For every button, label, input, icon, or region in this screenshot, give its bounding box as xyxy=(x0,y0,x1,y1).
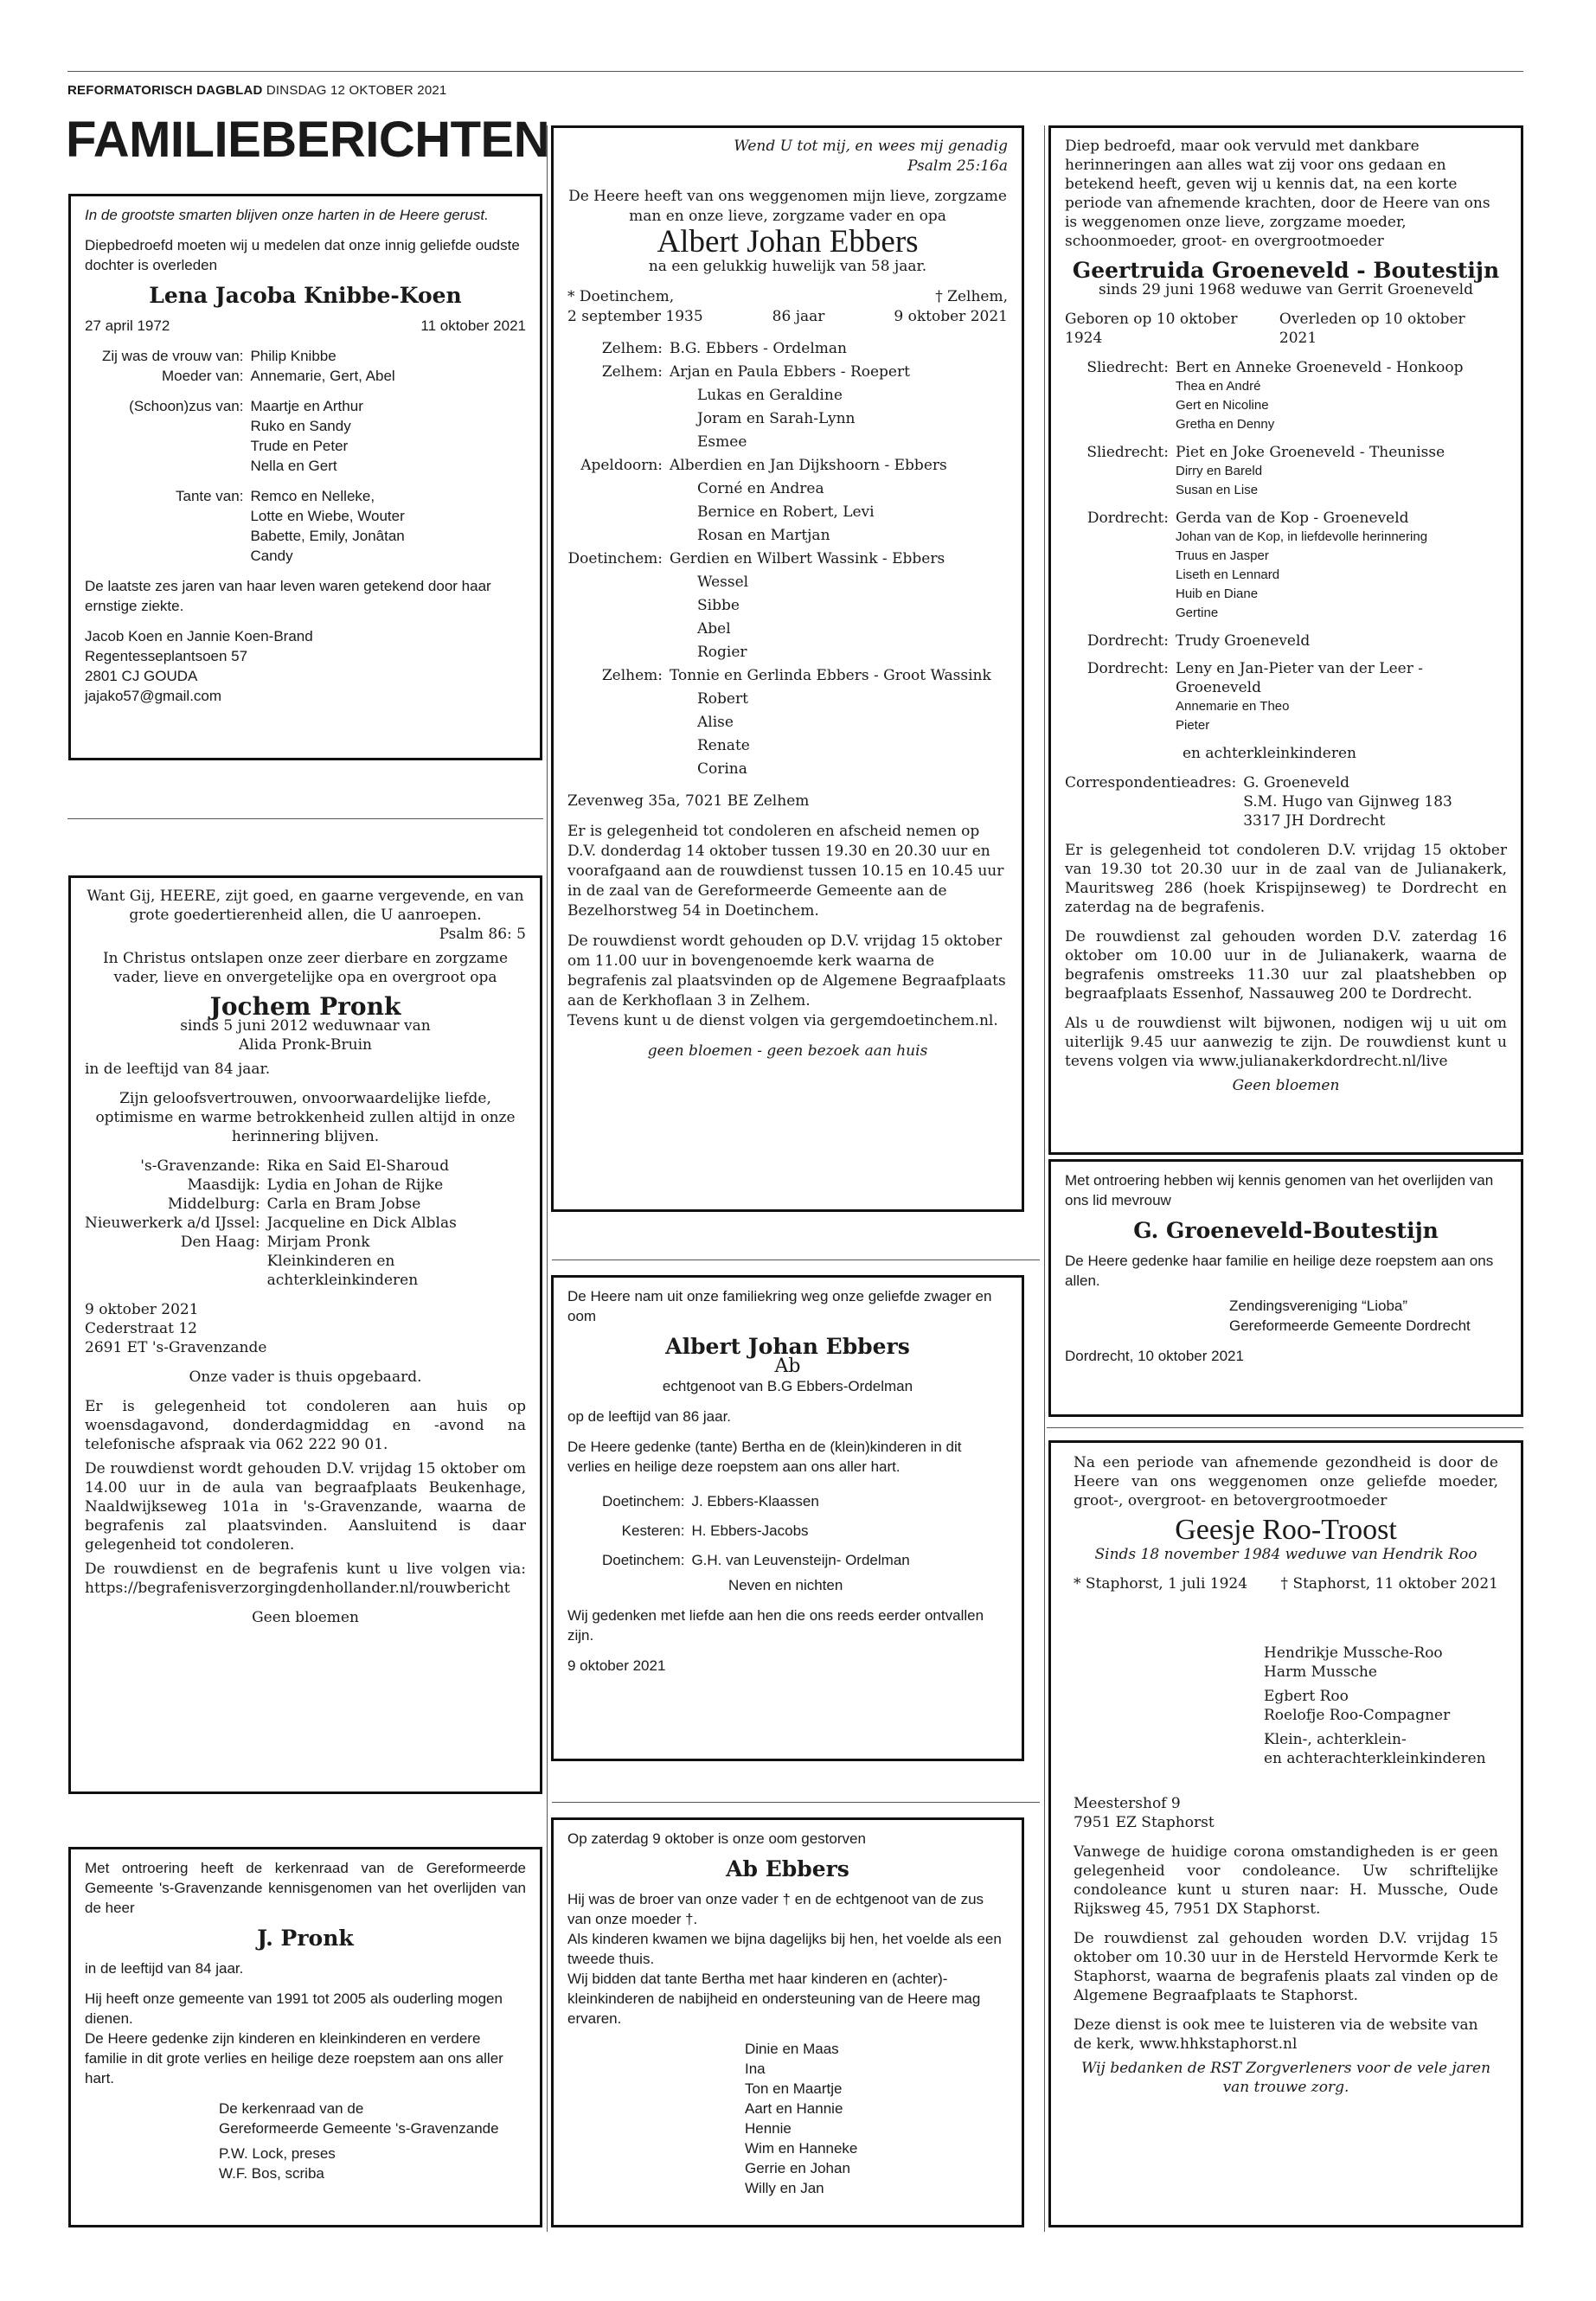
memorial-text: Wij gedenken met liefde aan hen die ons reeds eerder ontvallen zijn. xyxy=(567,1607,984,1644)
life-dates xyxy=(567,287,1008,327)
widow-line: Sinds 18 november 1984 weduwe van Hendrik Roo xyxy=(1094,1546,1477,1563)
names: Jacqueline en Dick Alblas xyxy=(266,1215,457,1232)
relation-label xyxy=(102,416,243,436)
names: Wessel xyxy=(697,574,749,591)
birth-date: Geboren op 10 oktober 1924 xyxy=(1065,311,1238,347)
signatory: Willy en Jan xyxy=(745,2180,824,2196)
intro: Diep bedroefd, maar ook vervuld met dankbare herinneringen aan alles wat zij voor ons gedaan en betekend heeft, geven wij u kennis dat, na een korte periode van afnemende krachten, door de Heere van ons is weggenomen onze lieve, zorgzame moeder, schoonmoeder, groot- en overgrootmoeder xyxy=(1065,138,1490,250)
deceased-name: Geertruida Groeneveld - Boutestijn xyxy=(1072,258,1500,283)
issue-date: DINSDAG 12 OKTOBER 2021 xyxy=(266,83,447,98)
family-row xyxy=(567,688,1008,711)
closing-text: Geen bloemen xyxy=(252,1609,359,1626)
address-line: 9 oktober 2021 xyxy=(85,1301,199,1318)
text: Hij was de broer van onze vader † en de echtgenoot van de zus van onze moeder †. xyxy=(567,1891,984,1927)
service-text: De rouwdienst zal gehouden worden D.V. vrijdag 15 oktober om 10.30 uur in de Hersteld Hervormde Kerk te Staphorst, waarna de begrafenis plaats zal vinden op de Algemene Begraafplaats te Staphorst. xyxy=(1074,1930,1498,2004)
notice-j-pronk-church xyxy=(68,1847,542,2227)
intro: Met ontroering hebben wij kennis genomen van het overlijden van ons lid mevrouw xyxy=(1065,1172,1494,1208)
relation-label: Tante van: xyxy=(176,488,244,504)
family-name: Klein-, achterklein- xyxy=(1264,1731,1407,1748)
signature-line: De kerkenraad van de xyxy=(219,2100,364,2117)
names: Sibbe xyxy=(697,597,740,614)
place xyxy=(567,524,670,548)
names: Esmee xyxy=(697,433,747,451)
marriage-note: na een gelukkig huwelijk van 58 jaar. xyxy=(648,258,927,275)
text: Als kinderen kwamen we bijna dagelijks bij hen, het voelde als een tweede thuis. xyxy=(567,1931,1002,1967)
place xyxy=(567,758,670,781)
relation-label xyxy=(102,456,243,476)
place xyxy=(567,407,670,431)
family-name: Gertine xyxy=(1176,606,1219,620)
place xyxy=(567,734,670,758)
relation-value: Remco en Nelleke, xyxy=(250,488,375,504)
family-name: Roelofje Roo-Compagner xyxy=(1264,1707,1451,1724)
quote-ref: Psalm 25:16a xyxy=(907,157,1008,175)
place xyxy=(567,641,670,664)
deceased-name: Albert Johan Ebbers xyxy=(657,224,919,260)
intro: De Heere heeft van ons weggenomen mijn lieve, zorgzame man en onze lieve, zorgzame vader en opa xyxy=(568,188,1007,225)
relation-label xyxy=(102,526,243,546)
family-group xyxy=(1065,659,1507,735)
relation-value: Maartje en Arthur xyxy=(250,398,363,414)
family-row xyxy=(567,618,1008,641)
family-name: Bert en Anneke Groeneveld - Honkoop xyxy=(1176,359,1464,376)
names: Lukas en Geraldine xyxy=(697,387,843,404)
place: Zelhem: xyxy=(601,340,663,357)
deceased-name: Ab Ebbers xyxy=(726,1856,849,1881)
notice-geertruida-groeneveld xyxy=(1048,125,1523,1155)
death-place: † Zelhem, xyxy=(935,288,1008,305)
family-row xyxy=(567,548,1008,571)
place: Dordrecht: xyxy=(1086,632,1169,650)
intro: In Christus ontslapen onze zeer dierbare en zorgzame vader, lieve en onvergetelijke opa en overgroot opa xyxy=(102,950,509,986)
place: Middelburg: xyxy=(167,1195,260,1213)
place: Sliedrecht: xyxy=(1086,359,1169,376)
family-row xyxy=(567,361,1008,384)
place: Dordrecht: xyxy=(1086,510,1169,527)
family-row xyxy=(567,758,1008,781)
intro: Op zaterdag 9 oktober is onze oom gestorven xyxy=(567,1830,866,1847)
section-title: FAMILIEBERICHTEN xyxy=(66,112,550,168)
death: † Staphorst, 11 oktober 2021 xyxy=(1280,1575,1498,1593)
place xyxy=(567,618,670,641)
birth-date: 2 september 1935 xyxy=(567,308,703,325)
death-date: 9 oktober 2021 xyxy=(894,308,1008,325)
names: B.G. Ebbers - Ordelman xyxy=(670,340,847,357)
remembrance-text: De Heere gedenke haar familie en heilige deze roepstem aan ons allen. xyxy=(1065,1253,1494,1289)
email: jajako57@gmail.com xyxy=(85,688,222,704)
place xyxy=(567,478,670,501)
relation-value: Nella en Gert xyxy=(250,458,337,474)
notice-lioba xyxy=(1048,1159,1523,1417)
names: Rosan en Martjan xyxy=(697,527,830,544)
address-line: 2801 CJ GOUDA xyxy=(85,668,198,684)
names: Bernice en Robert, Levi xyxy=(697,503,875,521)
section-divider xyxy=(1047,1427,1523,1428)
place xyxy=(567,688,670,711)
tribute: Zijn geloofsvertrouwen, onvoorwaardelijke liefde, optimisme en warme betrokkenheid zullen altijd in onze herinnering blijven. xyxy=(95,1090,516,1145)
column-divider xyxy=(1044,125,1045,2232)
notice-albert-ebbers-family xyxy=(551,1275,1024,1761)
service-text: De rouwdienst wordt gehouden D.V. vrijdag 15 oktober om 14.00 uur in de aula van begraafplaats Beukenhage, Naaldwijkseweg 101a in 's-Gravenzande, waarna de begrafenis zal plaatsvinden. Aansluitend is daar gelegenheid tot condoleren. xyxy=(85,1460,526,1554)
closing-text: De laatste zes jaren van haar leven waren getekend door haar ernstige ziekte. xyxy=(85,578,491,614)
names: Rogier xyxy=(697,644,747,661)
condolence-text: Vanwege de huidige corona omstandigheden is er geen gelegenheid voor condoleance. Uw schriftelijke condoleance kunt u sturen naar: H. Mussche, Oude Rijksweg 45, 7951 DX Staphorst. xyxy=(1074,1843,1498,1918)
place: Doetinchem: xyxy=(602,1493,685,1509)
spouse-line: echtgenoot van B.G Ebbers-Ordelman xyxy=(662,1378,913,1394)
names: Arjan en Paula Ebbers - Roepert xyxy=(670,363,910,381)
corr-line: S.M. Hugo van Gijnweg 183 xyxy=(1243,793,1452,811)
family-row xyxy=(567,734,1008,758)
signatory: Ina xyxy=(745,2061,766,2077)
names: Corina xyxy=(697,760,747,778)
names: Lydia en Johan de Rijke xyxy=(266,1176,444,1194)
place xyxy=(85,1252,260,1271)
relation-value: Trude en Peter xyxy=(250,438,349,454)
names: Renate xyxy=(697,737,750,754)
family-row xyxy=(567,454,1008,478)
family-row xyxy=(567,384,1008,407)
family-group xyxy=(1065,509,1507,623)
dates xyxy=(85,316,526,336)
family-row xyxy=(567,337,1008,361)
place: Dordrecht: xyxy=(1086,660,1169,677)
family-name: Liseth en Lennard xyxy=(1176,567,1280,582)
family-row xyxy=(567,524,1008,548)
family-list xyxy=(602,1487,1008,1575)
livestream-text: Tevens kunt u de dienst volgen via gergemdoetinchem.nl. xyxy=(567,1012,998,1029)
service-text: De rouwdienst zal gehouden worden D.V. zaterdag 16 oktober om 10.00 uur in de Julianakerk, waarna de begrafenis omstreeks 11.30 uur zal plaatshebben op begraafplaats Essenhof, Nassauweg 200 te Dordrecht. xyxy=(1065,928,1507,1003)
family-name: Pieter xyxy=(1176,718,1210,733)
family-name: Piet en Joke Groeneveld - Theunisse xyxy=(1176,444,1445,461)
relation-value: Ruko en Sandy xyxy=(250,418,351,434)
address-line: 2691 ET 's-Gravenzande xyxy=(85,1339,267,1356)
family-name: Gert en Nicoline xyxy=(1176,398,1269,413)
address-line: 7951 EZ Staphorst xyxy=(1074,1814,1215,1831)
section-divider xyxy=(67,818,543,819)
names: J. Ebbers-Klaassen xyxy=(691,1493,819,1509)
paper-name: REFORMATORISCH DAGBLAD xyxy=(67,83,263,98)
place: Zelhem: xyxy=(601,363,663,381)
nickname: Ab xyxy=(774,1356,801,1377)
notice-lena-knibbe xyxy=(68,194,542,760)
place xyxy=(85,1271,260,1290)
family-group xyxy=(1065,358,1507,434)
relation-value: Philip Knibbe xyxy=(250,348,337,364)
birth: * Staphorst, 1 juli 1924 xyxy=(1074,1575,1248,1593)
family-name: Annemarie en Theo xyxy=(1176,699,1290,714)
family-name: Dirry en Bareld xyxy=(1176,464,1263,478)
date: Dordrecht, 10 oktober 2021 xyxy=(1065,1348,1244,1364)
notice-geesje-roo xyxy=(1048,1440,1523,2227)
death-date: 11 oktober 2021 xyxy=(420,317,526,334)
notice-jochem-pronk xyxy=(68,875,542,1794)
section-divider xyxy=(552,1802,1040,1803)
names: Mirjam Pronk xyxy=(266,1234,370,1251)
column-divider xyxy=(547,125,548,2232)
names: Joram en Sarah-Lynn xyxy=(697,410,856,427)
life-dates xyxy=(1074,1574,1498,1593)
place xyxy=(567,501,670,524)
age: 86 jaar xyxy=(772,308,825,325)
names: Kleinkinderen en xyxy=(266,1253,395,1270)
closing-text: Geen bloemen xyxy=(1232,1077,1340,1094)
relation-value: Annemarie, Gert, Abel xyxy=(250,368,395,384)
relation-label: (Schoon)zus van: xyxy=(129,398,244,414)
names: G.H. van Leuvensteijn- Ordelman xyxy=(691,1552,910,1568)
relation-label xyxy=(102,506,243,526)
lying-in-state: Onze vader is thuis opgebaard. xyxy=(189,1368,422,1386)
service-text: Hij heeft onze gemeente van 1991 tot 2005 als ouderling mogen dienen. xyxy=(85,1990,503,2027)
family-row xyxy=(567,431,1008,454)
widow-line: sinds 29 juni 1968 weduwe van Gerrit Groeneveld xyxy=(1099,281,1473,298)
closing-text: Wij bedanken de RST Zorgverleners voor de vele jaren van trouwe zorg. xyxy=(1080,2060,1491,2096)
signature xyxy=(219,2099,526,2183)
family-name: Truus en Jasper xyxy=(1176,548,1269,563)
family-row xyxy=(567,501,1008,524)
family-name: Gretha en Denny xyxy=(1176,417,1275,432)
signature-line: Gereformeerde Gemeente Dordrecht xyxy=(1229,1317,1471,1334)
address-line: Cederstraat 12 xyxy=(85,1320,197,1337)
place xyxy=(567,594,670,618)
place: Sliedrecht: xyxy=(1086,444,1169,461)
address-line: Regentesseplantsoen 57 xyxy=(85,648,248,664)
livestream-text: De rouwdienst en de begrafenis kunt u live volgen via: https://begrafenisverzorgingdenhollander.nl/rouwbericht xyxy=(85,1561,526,1597)
condolence-text: Er is gelegenheid tot condoleren en afscheid nemen op D.V. donderdag 14 oktober tussen 19.30 en 20.30 uur en voorafgaand aan de rouwdienst tussen 10.15 en 10.45 uur in de zaal van de Gereformeerde Gemeente aan de Bezelhorstweg 54 in Doetinchem. xyxy=(567,823,1004,920)
address: Zevenweg 35a, 7021 BE Zelhem xyxy=(567,792,810,810)
place: Doetinchem: xyxy=(602,1552,685,1568)
great-grandchildren: en achterkleinkinderen xyxy=(1183,745,1356,762)
age: op de leeftijd van 86 jaar. xyxy=(567,1408,732,1425)
family-name: Susan en Lise xyxy=(1176,483,1259,497)
family-row xyxy=(567,478,1008,501)
place: Kesteren: xyxy=(621,1522,685,1539)
names: Alise xyxy=(697,714,734,731)
place xyxy=(567,384,670,407)
masthead xyxy=(67,83,446,98)
family-list xyxy=(85,1157,526,1290)
notice-albert-ebbers xyxy=(551,125,1024,1212)
intro: De Heere nam uit onze familiekring weg onze geliefde zwager en oom xyxy=(567,1288,992,1324)
address-line: Meestershof 9 xyxy=(1074,1795,1181,1812)
family-name: Egbert Roo xyxy=(1264,1688,1349,1705)
signatory: Gerrie en Johan xyxy=(745,2160,850,2176)
signatory: Dinie en Maas xyxy=(745,2041,839,2057)
names: Alberdien en Jan Dijkshoorn - Ebbers xyxy=(670,457,947,474)
remembrance-text: De Heere gedenke zijn kinderen en kleinkinderen en verdere familie in dit grote verlies en heilige deze roepstem aan ons aller hart. xyxy=(85,2030,503,2086)
signatories xyxy=(745,2039,1008,2198)
family-name: Harm Mussche xyxy=(1264,1663,1377,1681)
relation-label: Moeder van: xyxy=(161,368,244,384)
place xyxy=(567,431,670,454)
nephews: Neven en nichten xyxy=(728,1577,843,1593)
relation-value: Candy xyxy=(250,548,293,564)
corr-line: G. Groeneveld xyxy=(1243,774,1350,792)
relation-label: Zij was de vrouw van: xyxy=(102,348,244,364)
age: in de leeftijd van 84 jaar. xyxy=(85,1960,244,1977)
place xyxy=(567,711,670,734)
family-name: Trudy Groeneveld xyxy=(1176,632,1311,650)
place xyxy=(567,571,670,594)
family-name: Huib en Diane xyxy=(1176,586,1259,601)
family-list xyxy=(1264,1644,1498,1768)
date: 9 oktober 2021 xyxy=(567,1657,666,1674)
place: Den Haag: xyxy=(180,1234,260,1251)
relation-label xyxy=(102,436,243,456)
family-name: Hendrikje Mussche-Roo xyxy=(1264,1644,1443,1662)
text: Wij bidden dat tante Bertha met haar kinderen en (achter)-kleinkinderen de nabijheid en ondersteuning van de Heere mag ervaren. xyxy=(567,1971,981,2027)
intro: Diepbedroefd moeten wij u medelen dat onze innig geliefde oudste dochter is overleden xyxy=(85,237,520,273)
condolence-text: Er is gelegenheid tot condoleren aan huis op woensdagavond, donderdagmiddag en -avond na telefonische afspraak via 062 222 90 01. xyxy=(85,1398,526,1453)
deceased-name: Jochem Pronk xyxy=(209,992,401,1021)
spouse-name: Alida Pronk-Bruin xyxy=(238,1036,373,1054)
names: Corné en Andrea xyxy=(697,480,824,497)
names: Rika en Said El-Sharoud xyxy=(266,1157,450,1175)
birth-place: * Doetinchem, xyxy=(567,288,675,305)
place: Zelhem: xyxy=(601,667,663,684)
family-group xyxy=(1065,631,1507,651)
place: Nieuwerkerk a/d IJssel: xyxy=(85,1215,260,1232)
psalm-ref: Psalm 86: 5 xyxy=(439,926,526,943)
age: in de leeftijd van 84 jaar. xyxy=(85,1061,271,1078)
address-line: Jacob Koen en Jannie Koen-Brand xyxy=(85,628,313,644)
section-divider xyxy=(552,1259,1040,1260)
deceased-name: Lena Jacoba Knibbe-Koen xyxy=(149,283,462,308)
correspondence xyxy=(1065,773,1507,830)
intro: Met ontroering heeft de kerkenraad van de Gereformeerde Gemeente 's-Gravenzande kennisgenomen van het overlijden van de heer xyxy=(85,1860,526,1916)
family-name: en achterachterkleinkinderen xyxy=(1264,1750,1486,1767)
closing-text: geen bloemen - geen bezoek aan huis xyxy=(647,1042,928,1060)
names: Robert xyxy=(697,690,748,708)
family-row xyxy=(567,594,1008,618)
family-name: Gerda van de Kop - Groeneveld xyxy=(1176,510,1409,527)
family-row xyxy=(567,407,1008,431)
corr-line: 3317 JH Dordrecht xyxy=(1243,812,1386,830)
psalm-quote: Want Gij, HEERE, zijt goed, en gaarne vergevende, en van grote goedertierenheid allen, die U aanroepen. xyxy=(87,888,524,924)
names: achterkleinkinderen xyxy=(266,1272,419,1289)
signatory: Wim en Hanneke xyxy=(745,2140,858,2157)
death-date: Overleden op 10 oktober 2021 xyxy=(1279,311,1465,347)
life-dates xyxy=(1065,310,1507,348)
place: Doetinchem: xyxy=(567,550,663,567)
signatory: Hennie xyxy=(745,2120,792,2137)
service-text: De rouwdienst wordt gehouden op D.V. vrijdag 15 oktober om 11.00 uur in bovengenoemde kerk waarna de begrafenis zal plaatsvinden op de Algemene Begraafplaats aan de Kerkhoflaan 3 in Zelhem. xyxy=(567,933,1006,1009)
deceased-name: J. Pronk xyxy=(257,1926,354,1951)
signature-line: Zendingsvereniging “Lioba” xyxy=(1229,1298,1408,1314)
names: Carla en Bram Jobse xyxy=(266,1195,421,1213)
names: Abel xyxy=(697,620,731,638)
signatory: Ton en Maartje xyxy=(745,2080,843,2097)
family-name: Leny en Jan-Pieter van der Leer - Groeneveld xyxy=(1176,660,1423,696)
condolence-text: Er is gelegenheid tot condoleren D.V. vrijdag 15 oktober van 19.30 tot 20.30 uur in de zaal van de Julianakerk, Mauritsweg 286 (hoek Krispijnseweg) te Dordrecht en zaterdag na de begrafenis. xyxy=(1065,842,1507,916)
family-row xyxy=(567,664,1008,688)
place: 's-Gravenzande: xyxy=(140,1157,260,1175)
notice-ab-ebbers xyxy=(551,1817,1024,2227)
names: Gerdien en Wilbert Wassink - Ebbers xyxy=(670,550,945,567)
header-rule xyxy=(67,71,1523,72)
signatory: Aart en Hannie xyxy=(745,2100,843,2117)
names: H. Ebbers-Jacobs xyxy=(691,1522,809,1539)
signatory: P.W. Lock, preses xyxy=(219,2145,336,2162)
correspondence-label: Correspondentieadres: xyxy=(1065,774,1237,792)
deceased-name: Albert Johan Ebbers xyxy=(665,1334,910,1359)
quote: Wend U tot mij, en wees mij genadig xyxy=(734,138,1008,155)
deceased-name: G. Groeneveld-Boutestijn xyxy=(1133,1218,1439,1243)
livestream-text: Deze dienst is ook mee te luisteren via de website van de kerk, www.hhkstaphorst.nl xyxy=(1074,2016,1478,2053)
deceased-name: Geesje Roo-Troost xyxy=(1175,1514,1397,1546)
quote: In de grootste smarten blijven onze harten in de Heere gerust. xyxy=(85,207,489,223)
remembrance-text: De Heere gedenke (tante) Bertha en de (klein)kinderen in dit verlies en heilige deze roepstem aan ons aller hart. xyxy=(567,1439,962,1475)
relations xyxy=(102,346,526,566)
family-row xyxy=(567,641,1008,664)
signature-line: Gereformeerde Gemeente 's-Gravenzande xyxy=(219,2120,499,2137)
place: Apeldoorn: xyxy=(580,457,663,474)
relation-value: Lotte en Wiebe, Wouter xyxy=(250,508,405,524)
family-name: Thea en André xyxy=(1176,379,1261,394)
signatory: W.F. Bos, scriba xyxy=(219,2165,324,2182)
family-list xyxy=(1065,358,1507,735)
livestream-text: Als u de rouwdienst wilt bijwonen, nodigen wij u uit om uiterlijk 9.45 uur aanwezig te zijn. De rouwdienst kunt u tevens volgen via www.julianakerkdordrecht.nl/live xyxy=(1065,1015,1507,1070)
place: Maasdijk: xyxy=(187,1176,260,1194)
family-row xyxy=(567,711,1008,734)
family-name: Johan van de Kop, in liefdevolle herinnering xyxy=(1176,529,1428,544)
birth-date: 27 april 1972 xyxy=(85,317,170,334)
relation-label xyxy=(102,546,243,566)
intro: Na een periode van afnemende gezondheid is door de Heere van ons weggenomen onze geliefde moeder, groot-, overgroot- en betovergrootmoeder xyxy=(1074,1454,1498,1509)
relation-value: Babette, Emily, Jonâtan xyxy=(250,528,405,544)
widower-line: sinds 5 juni 2012 weduwnaar van xyxy=(180,1017,431,1035)
names: Tonnie en Gerlinda Ebbers - Groot Wassink xyxy=(670,667,991,684)
family-group xyxy=(1065,443,1507,500)
family-row xyxy=(567,571,1008,594)
family-list xyxy=(567,337,1008,781)
